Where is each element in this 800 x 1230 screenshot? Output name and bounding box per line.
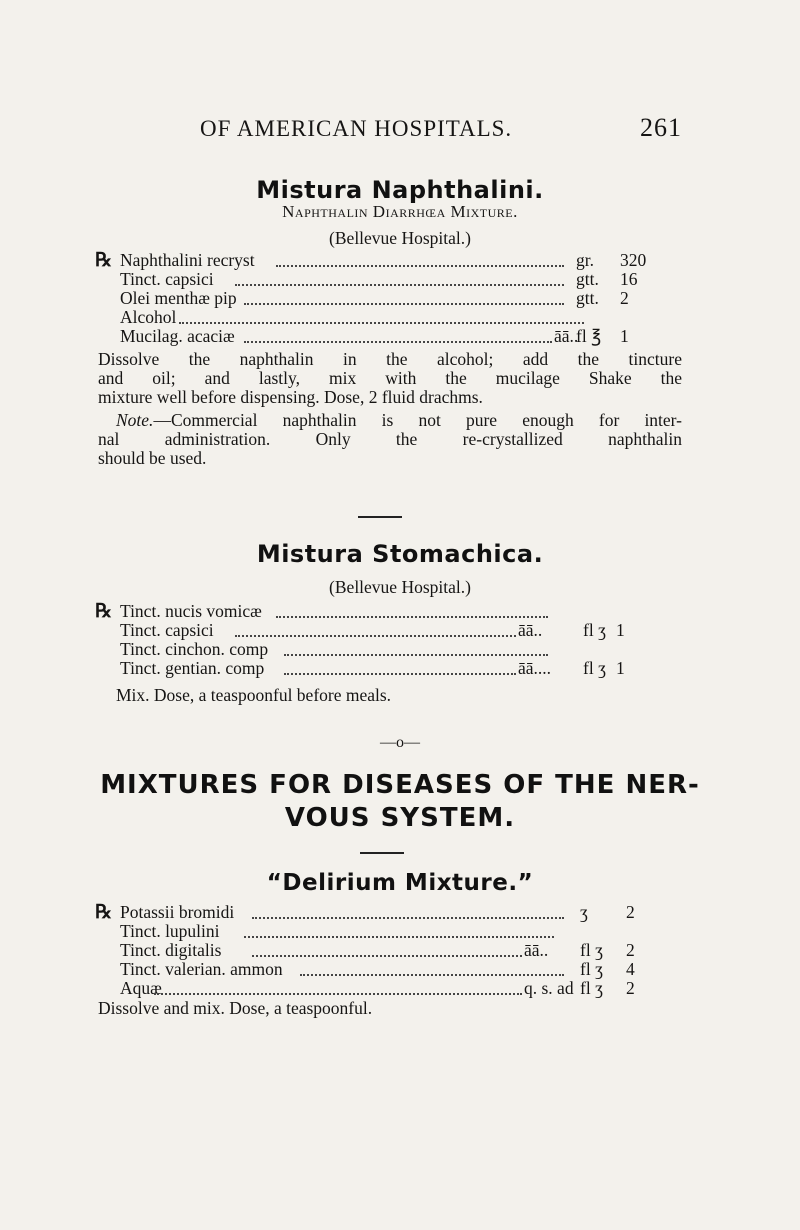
ingredient-unit: gtt. [576,288,599,308]
section4-ingredient-list [95,902,658,998]
ingredient-line [98,979,658,998]
ingredient-line [95,601,658,622]
ingredient-qualifier: āā.. [554,326,579,346]
ingredient-name: Aquæ [120,978,162,998]
dot-leader [284,671,516,675]
note-line: should be used. [98,448,207,468]
dot-leader [252,953,522,957]
running-head-title: OF AMERICAN HOSPITALS. [200,116,513,141]
ingredient-name: Olei menthæ pip [120,288,237,308]
ingredient-qualifier: āā.... [518,658,552,678]
section1-title: Mistura Naphthalini. [256,176,544,204]
ingredient-unit: fl ʒ [580,940,603,960]
dot-leader [276,614,548,618]
ingredient-unit: ʒ [580,902,588,922]
ingredient-name: Naphthalini recryst [120,250,255,270]
note-text: —Commercial naphthalin is not pure enough for inter- [153,410,682,430]
dot-leader [244,339,553,343]
page-number: 261 [640,113,682,142]
note-line-1 [98,411,682,430]
ingredient-amount: 4 [626,959,635,979]
ingredient-amount: 1 [616,620,625,640]
dot-leader [235,633,516,637]
ingredient-unit: fl ℥ [576,326,602,346]
dot-leader [179,320,584,324]
ingredient-unit: fl ʒ [580,959,603,979]
ingredient-line [98,659,658,678]
dot-leader [154,991,522,995]
ingredient-name: Tinct. capsici [120,269,214,289]
ingredient-name: Tinct. capsici [120,620,214,640]
ingredient-unit: gtt. [576,269,599,289]
ingredient-name: Tinct. digitalis [120,940,222,960]
ingredient-amount: 16 [620,269,638,289]
ingredient-name: Potassii bromidi [120,902,235,922]
ingredient-qualifier: āā.. [524,940,549,960]
directions-line: Dissolve the naphthalin in the alcohol; add the tincture [98,349,682,369]
note-line: nal administration. Only the re-crystallized naphthalin [98,429,682,449]
ingredient-line [98,640,658,659]
section1-note [98,411,682,468]
ingredient-name: Mucilag. acaciæ [120,326,235,346]
section2-title: Mistura Stomachica. [256,540,544,568]
ingredient-amount: 1 [620,326,629,346]
ingredient-unit: fl ʒ [583,620,606,640]
ingredient-qualifier: āā.. [518,620,543,640]
section-divider [360,852,404,854]
note-label: Note. [116,410,154,430]
ingredient-line [98,922,658,941]
separator-ornament: —o— [380,734,420,751]
ingredient-amount: 2 [626,940,635,960]
ingredient-amount: 320 [620,250,647,270]
ingredient-unit: fl ʒ [580,978,603,998]
section2-hospital: (Bellevue Hospital.) [329,577,471,597]
ingredient-name: Tinct. cinchon. comp [120,639,269,659]
ingredient-name: Tinct. gentian. comp [120,658,265,678]
ingredient-qualifier: q. s. ad [524,978,574,998]
directions-line: Mix. Dose, a teaspoonful before meals. [116,685,392,705]
ingredient-amount: 1 [616,658,625,678]
section-divider [358,516,402,518]
section1-hospital: (Bellevue Hospital.) [329,228,471,248]
ingredient-unit: fl ʒ [583,658,606,678]
recipe-symbol-icon: ℞ [95,250,113,271]
dot-leader [244,301,565,305]
dot-leader [284,652,548,656]
recipe-symbol-icon: ℞ [95,902,113,923]
dot-leader [300,972,564,976]
ingredient-line [98,621,658,640]
ingredient-name: Alcohol [120,307,177,327]
directions-line: Dissolve and mix. Dose, a teaspoonful. [98,998,373,1018]
directions-line: and oil; and lastly, mix with the mucilage Shake the [98,368,682,388]
section1-ingredient-list [95,250,658,346]
ingredient-line [98,289,658,308]
dot-leader [244,934,555,938]
ingredient-line [98,308,658,327]
ingredient-line [95,250,658,271]
dot-leader [276,263,564,267]
section2-directions [98,686,682,705]
ingredient-line [98,327,658,346]
ingredient-amount: 2 [626,978,635,998]
section4-directions [98,999,682,1018]
directions-line: mixture well before dispensing. Dose, 2 fluid drachms. [98,387,483,407]
dot-leader [252,915,564,919]
ingredient-name: Tinct. nucis vomicæ [120,601,262,621]
ingredient-amount: 2 [626,902,635,922]
chapter-heading-line: VOUS SYSTEM. [284,803,516,833]
recipe-symbol-icon: ℞ [95,601,113,622]
ingredient-line [98,270,658,289]
section2-ingredient-list [95,601,658,678]
section4-title: “Delirium Mixture.” [266,870,534,896]
chapter-heading-line: MIXTURES FOR DISEASES OF THE NER- [100,770,700,800]
dot-leader [235,282,564,286]
ingredient-unit: gr. [576,250,594,270]
ingredient-line [98,960,658,979]
ingredient-line [95,902,658,923]
ingredient-line [98,941,658,960]
section1-directions [98,350,682,407]
ingredient-amount: 2 [620,288,629,308]
ingredient-name: Tinct. valerian. ammon [120,959,283,979]
section1-subtitle: Naphthalin Diarrhœa Mixture. [282,202,518,221]
ingredient-name: Tinct. lupulini [120,921,220,941]
